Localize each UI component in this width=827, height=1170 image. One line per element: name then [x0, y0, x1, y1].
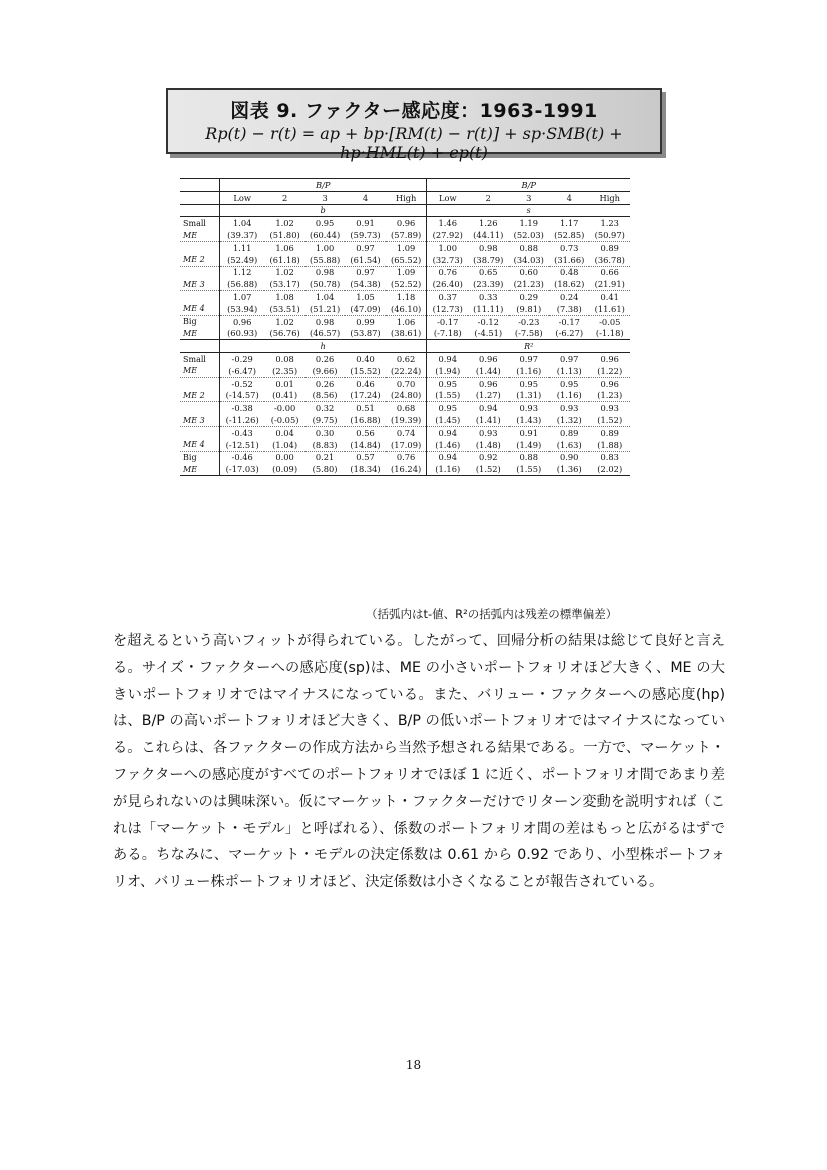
- estimate-cell: 0.33: [468, 291, 508, 303]
- estimate-cell: 1.00: [427, 241, 468, 253]
- stat-cell: (18.34): [345, 463, 385, 475]
- estimate-cell: 0.76: [427, 266, 468, 278]
- estimate-cell: 0.65: [468, 266, 508, 278]
- row-label: ME: [180, 463, 220, 475]
- stat-cell: (8.83): [312, 439, 338, 450]
- estimate-cell: 1.19: [509, 217, 549, 229]
- row-label: Big: [180, 315, 220, 327]
- stat-cell: (50.78): [309, 279, 341, 290]
- estimate-cell: 0.46: [345, 377, 385, 389]
- row-label: [180, 377, 220, 389]
- body-paragraph: を超えるという高いフィットが得られている。したがって、回帰分析の結果は総じて良好と言える。サイズ・ファクターへの感応度(sp)は、ME の小さいポートフォリオほど大きく、ME の大きいポートフォリオではマイナスになっている。また、バリュー・ファクターへの感応度(hp)は、B/P の高いポートフォリオほど大きく、B/P の低いポートフォリオではマイナスになっている。これらは、各ファクターの作成方法から当然予想される結果である。一方で、マーケット・ファクターへの感応度がすべてのポートフォリオでほぼ 1 に近く、ポートフォリオ間であまり差が見られないのは興味深い。仮にマーケット・ファクターだけでリターン変動を説明すれば（これは「マーケット・モデル」と呼ばれる）、係数のポートフォリオ間の差はもっと広がるはずである。ちなみに、マーケット・モデルの決定係数は 0.61 から 0.92 であり、小型株ポートフォリオ、バリュー株ポートフォリオほど、決定係数は小さくなることが報告されている。: [113, 633, 725, 891]
- column-header: High: [386, 191, 427, 204]
- row-label: ME 2: [180, 390, 220, 402]
- row-label: ME: [180, 328, 220, 340]
- stat-cell: (1.94): [435, 365, 461, 376]
- stat-cell: (11.11): [473, 303, 504, 314]
- estimate-cell: 0.94: [427, 451, 468, 463]
- figure-title-box: [166, 88, 662, 162]
- stat-cell: (53.17): [269, 279, 300, 290]
- estimate-cell: 1.04: [220, 217, 265, 229]
- table-row: [180, 365, 630, 377]
- stat-cell: (1.49): [516, 439, 542, 450]
- stat-cell: (-14.57): [225, 390, 259, 401]
- estimate-cell: 0.90: [549, 451, 589, 463]
- row-label: [180, 291, 220, 303]
- stat-cell: (5.80): [305, 463, 345, 475]
- estimate-cell: 0.30: [305, 426, 345, 438]
- estimate-cell: 0.62: [386, 353, 427, 365]
- stat-cell: (2.02): [589, 463, 630, 475]
- column-header: 4: [549, 191, 589, 204]
- estimate-cell: 1.08: [264, 291, 304, 303]
- estimate-cell: 0.91: [345, 217, 385, 229]
- estimate-cell: 0.95: [509, 377, 549, 389]
- stat-cell: (1.52): [597, 415, 623, 426]
- estimate-cell: 1.12: [220, 266, 265, 278]
- stat-cell: (27.92): [432, 230, 463, 241]
- estimate-cell: 0.76: [386, 451, 427, 463]
- stat-cell: (15.52): [350, 365, 381, 376]
- table-row: [180, 179, 630, 192]
- stat-cell: (2.35): [272, 365, 298, 376]
- stat-cell: (1.32): [556, 415, 582, 426]
- regression-formula: Rp(t) − r(t) = ap + bp·[RM(t) − r(t)] + sp·SMB(t) + hp·HML(t) + ep(t): [205, 124, 623, 162]
- estimate-cell: 0.95: [427, 377, 468, 389]
- stat-cell: (0.09): [264, 463, 304, 475]
- section-label: h: [220, 340, 427, 353]
- stat-cell: (1.16): [427, 463, 468, 475]
- row-label: Small: [180, 217, 220, 229]
- estimate-cell: 1.26: [468, 217, 508, 229]
- table-row: [180, 254, 630, 266]
- estimate-cell: 0.40: [345, 353, 385, 365]
- body-text: [113, 628, 725, 896]
- row-label: [180, 266, 220, 278]
- stat-cell: (1.55): [435, 390, 461, 401]
- table-row: [180, 241, 630, 253]
- estimate-cell: -0.17: [549, 315, 589, 327]
- estimate-cell: 1.17: [549, 217, 589, 229]
- stat-cell: (-4.51): [474, 328, 503, 339]
- estimate-cell: 1.18: [386, 291, 427, 303]
- row-label: [180, 241, 220, 253]
- stat-cell: (26.40): [432, 279, 463, 290]
- stat-cell: (1.44): [475, 365, 501, 376]
- stat-cell: (52.85): [554, 230, 585, 241]
- stat-cell: (16.24): [386, 463, 427, 475]
- estimate-cell: 0.96: [386, 217, 427, 229]
- estimate-cell: 1.02: [264, 266, 304, 278]
- stat-cell: (7.38): [556, 303, 582, 314]
- estimate-cell: 0.89: [589, 426, 630, 438]
- estimate-cell: 0.96: [220, 315, 265, 327]
- stat-cell: (1.23): [597, 390, 623, 401]
- stat-cell: (1.46): [435, 439, 461, 450]
- figure-title: 図表 9. ファクター感応度：1963-1991: [230, 100, 598, 122]
- stat-cell: (60.93): [227, 328, 258, 339]
- column-header: High: [589, 191, 630, 204]
- stat-cell: (38.61): [386, 328, 427, 340]
- table-row: [180, 217, 630, 229]
- estimate-cell: 1.05: [345, 291, 385, 303]
- stat-cell: (-7.58): [514, 328, 543, 339]
- corner-cell: [180, 191, 220, 204]
- estimate-cell: 0.37: [427, 291, 468, 303]
- stat-cell: (1.22): [597, 365, 623, 376]
- estimate-cell: 0.73: [549, 241, 589, 253]
- estimate-cell: 0.97: [549, 353, 589, 365]
- stat-cell: (-1.18): [595, 328, 624, 339]
- stat-cell: (36.78): [594, 254, 625, 265]
- table-row: [180, 191, 630, 204]
- estimate-cell: 0.70: [386, 377, 427, 389]
- estimate-cell: -0.17: [427, 315, 468, 327]
- corner-cell: [180, 340, 220, 353]
- estimate-cell: -0.38: [220, 402, 265, 414]
- estimate-cell: 0.88: [509, 241, 549, 253]
- table-row: [180, 451, 630, 463]
- row-label: ME 4: [180, 303, 220, 315]
- stat-cell: (61.54): [350, 254, 381, 265]
- table-row: [180, 463, 630, 475]
- estimate-cell: 0.96: [589, 353, 630, 365]
- estimate-cell: 1.00: [305, 241, 345, 253]
- stat-cell: (1.27): [475, 390, 501, 401]
- column-header: Low: [427, 191, 468, 204]
- stat-cell: (1.48): [475, 439, 501, 450]
- estimate-cell: 0.96: [468, 353, 508, 365]
- stat-cell: (18.62): [554, 279, 585, 290]
- estimate-cell: 0.97: [345, 241, 385, 253]
- estimate-cell: 0.98: [305, 315, 345, 327]
- stat-cell: (54.38): [350, 279, 381, 290]
- estimate-cell: -0.00: [264, 402, 304, 414]
- estimate-cell: 0.94: [468, 402, 508, 414]
- estimate-cell: 0.60: [509, 266, 549, 278]
- table-note: （括弧内はt-値、R²の括弧内は残差の標準偏差）: [366, 607, 618, 621]
- estimate-cell: 0.93: [468, 426, 508, 438]
- estimate-cell: 0.57: [345, 451, 385, 463]
- column-header: 2: [468, 191, 508, 204]
- estimate-cell: -0.29: [220, 353, 265, 365]
- estimate-cell: 0.91: [509, 426, 549, 438]
- estimate-cell: 0.97: [509, 353, 549, 365]
- stat-cell: (14.84): [350, 439, 381, 450]
- stat-cell: (23.39): [473, 279, 504, 290]
- estimate-cell: 0.48: [549, 266, 589, 278]
- estimate-cell: 0.32: [305, 402, 345, 414]
- stat-cell: (46.10): [386, 303, 427, 315]
- estimate-cell: 0.51: [345, 402, 385, 414]
- stat-cell: (-12.51): [225, 439, 259, 450]
- stat-cell: (61.18): [269, 254, 300, 265]
- stat-cell: (39.37): [227, 230, 258, 241]
- column-header: Low: [220, 191, 265, 204]
- group-label: B/P: [220, 179, 427, 192]
- stat-cell: (38.79): [473, 254, 504, 265]
- stat-cell: (1.36): [549, 463, 589, 475]
- stat-cell: (52.49): [227, 254, 258, 265]
- estimate-cell: 1.46: [427, 217, 468, 229]
- stat-cell: (65.52): [386, 254, 427, 266]
- row-label: Big: [180, 451, 220, 463]
- estimate-cell: 0.89: [589, 241, 630, 253]
- estimate-cell: -0.52: [220, 377, 265, 389]
- table-row: [180, 315, 630, 327]
- estimate-cell: -0.23: [509, 315, 549, 327]
- estimate-cell: 0.29: [509, 291, 549, 303]
- stat-cell: (52.52): [386, 278, 427, 290]
- estimate-cell: 0.94: [427, 426, 468, 438]
- stat-cell: (9.66): [312, 365, 338, 376]
- stat-cell: (21.91): [594, 279, 625, 290]
- estimate-cell: 0.94: [427, 353, 468, 365]
- estimate-cell: 0.95: [549, 377, 589, 389]
- estimate-cell: 0.95: [305, 217, 345, 229]
- estimate-cell: 0.21: [305, 451, 345, 463]
- table-row: [180, 426, 630, 438]
- estimate-cell: 0.98: [305, 266, 345, 278]
- stat-cell: (9.81): [516, 303, 542, 314]
- estimate-cell: 0.41: [589, 291, 630, 303]
- estimate-cell: 0.08: [264, 353, 304, 365]
- stat-cell: (56.76): [269, 328, 300, 339]
- estimate-cell: 0.96: [468, 377, 508, 389]
- table-row: [180, 340, 630, 353]
- row-label: ME 3: [180, 414, 220, 426]
- stat-cell: (-7.18): [433, 328, 462, 339]
- table-row: [180, 353, 630, 365]
- estimate-cell: 0.93: [509, 402, 549, 414]
- stat-cell: (-0.05): [270, 415, 299, 426]
- stat-cell: (1.63): [556, 439, 582, 450]
- estimate-cell: 1.09: [386, 266, 427, 278]
- factor-sensitivity-table: [180, 178, 630, 476]
- stat-cell: (19.39): [386, 414, 427, 426]
- stat-cell: (-6.27): [555, 328, 584, 339]
- stat-cell: (59.73): [350, 230, 381, 241]
- column-header: 3: [305, 191, 345, 204]
- stat-cell: (1.52): [468, 463, 508, 475]
- stat-cell: (22.24): [386, 365, 427, 377]
- stat-cell: (9.75): [312, 415, 338, 426]
- stat-cell: (53.94): [227, 303, 258, 314]
- stat-cell: (1.16): [516, 365, 542, 376]
- stat-cell: (1.04): [272, 439, 298, 450]
- stat-cell: (17.09): [386, 439, 427, 451]
- stat-cell: (53.87): [350, 328, 381, 339]
- estimate-cell: 0.98: [468, 241, 508, 253]
- stat-cell: (1.88): [597, 439, 623, 450]
- stat-cell: (1.43): [516, 415, 542, 426]
- estimate-cell: 0.88: [509, 451, 549, 463]
- stat-cell: (31.66): [554, 254, 585, 265]
- estimate-cell: 0.56: [345, 426, 385, 438]
- table-row: [180, 303, 630, 315]
- table-row: [180, 439, 630, 451]
- estimate-cell: 0.24: [549, 291, 589, 303]
- estimate-cell: -0.12: [468, 315, 508, 327]
- estimate-cell: 0.93: [549, 402, 589, 414]
- estimate-cell: 1.11: [220, 241, 265, 253]
- estimate-cell: -0.46: [220, 451, 265, 463]
- section-label: R²: [427, 340, 630, 353]
- table-row: [180, 414, 630, 426]
- stat-cell: (-17.03): [220, 463, 265, 475]
- estimate-cell: 0.97: [345, 266, 385, 278]
- corner-cell: [180, 179, 220, 192]
- estimate-cell: 1.09: [386, 241, 427, 253]
- stat-cell: (8.56): [312, 390, 338, 401]
- estimate-cell: 0.83: [589, 451, 630, 463]
- estimate-cell: -0.43: [220, 426, 265, 438]
- stat-cell: (-11.26): [225, 415, 259, 426]
- stat-cell: (1.55): [509, 463, 549, 475]
- stat-cell: (60.44): [309, 230, 341, 241]
- estimate-cell: 1.02: [264, 217, 304, 229]
- estimate-cell: 0.92: [468, 451, 508, 463]
- table-row: [180, 229, 630, 241]
- column-header: 2: [264, 191, 304, 204]
- row-label: Small: [180, 353, 220, 365]
- stat-cell: (50.97): [594, 230, 625, 241]
- row-label: ME 4: [180, 439, 220, 451]
- row-label: ME: [180, 365, 220, 377]
- estimate-cell: 0.89: [549, 426, 589, 438]
- stat-cell: (-6.47): [228, 365, 257, 376]
- row-label: [180, 402, 220, 414]
- stat-cell: (44.11): [473, 230, 504, 241]
- table-row: [180, 377, 630, 389]
- column-header: 3: [509, 191, 549, 204]
- estimate-cell: 1.02: [264, 315, 304, 327]
- stat-cell: (1.31): [516, 390, 542, 401]
- estimate-cell: 1.04: [305, 291, 345, 303]
- stat-cell: (24.80): [386, 390, 427, 402]
- estimate-cell: 0.26: [305, 377, 345, 389]
- estimate-cell: 0.01: [264, 377, 304, 389]
- estimate-cell: 0.04: [264, 426, 304, 438]
- estimate-cell: 1.07: [220, 291, 265, 303]
- table-row: [180, 278, 630, 290]
- corner-cell: [180, 204, 220, 217]
- estimate-cell: -0.05: [589, 315, 630, 327]
- table-row: [180, 328, 630, 340]
- stat-cell: (34.03): [513, 254, 544, 265]
- row-label: ME: [180, 229, 220, 241]
- stat-cell: (51.80): [269, 230, 300, 241]
- stat-cell: (32.73): [432, 254, 463, 265]
- stat-cell: (57.89): [386, 229, 427, 241]
- stat-cell: (1.16): [556, 390, 582, 401]
- estimate-cell: 0.96: [589, 377, 630, 389]
- stat-cell: (1.41): [475, 415, 501, 426]
- table-row: [180, 390, 630, 402]
- stat-cell: (55.88): [309, 254, 341, 265]
- table-row: [180, 266, 630, 278]
- stat-cell: (56.88): [227, 279, 258, 290]
- estimate-cell: 0.68: [386, 402, 427, 414]
- stat-cell: (16.88): [350, 415, 381, 426]
- row-label: ME 2: [180, 254, 220, 266]
- estimate-cell: 1.06: [386, 315, 427, 327]
- stat-cell: (1.13): [556, 365, 582, 376]
- stat-cell: (52.03): [513, 230, 544, 241]
- section-label: b: [220, 204, 427, 217]
- page-number: 18: [405, 1058, 422, 1072]
- row-label: ME 3: [180, 278, 220, 290]
- row-label: [180, 426, 220, 438]
- estimate-cell: 0.26: [305, 353, 345, 365]
- table-row: [180, 291, 630, 303]
- group-label: B/P: [427, 179, 630, 192]
- estimate-cell: 0.93: [589, 402, 630, 414]
- stat-cell: (46.57): [309, 328, 341, 339]
- table-row: [180, 402, 630, 414]
- stat-cell: (47.09): [350, 303, 381, 314]
- stat-cell: (11.61): [594, 303, 625, 314]
- stat-cell: (21.23): [513, 279, 544, 290]
- estimate-cell: 0.99: [345, 315, 385, 327]
- estimate-cell: 1.06: [264, 241, 304, 253]
- estimate-cell: 0.74: [386, 426, 427, 438]
- column-header: 4: [345, 191, 385, 204]
- section-label: s: [427, 204, 630, 217]
- stat-cell: (53.51): [269, 303, 300, 314]
- stat-cell: (1.45): [435, 415, 461, 426]
- stat-cell: (17.24): [350, 390, 381, 401]
- stat-cell: (12.73): [432, 303, 463, 314]
- estimate-cell: 0.00: [264, 451, 304, 463]
- estimate-cell: 1.23: [589, 217, 630, 229]
- stat-cell: (51.21): [309, 303, 341, 314]
- stat-cell: (0.41): [272, 390, 298, 401]
- estimate-cell: 0.66: [589, 266, 630, 278]
- estimate-cell: 0.95: [427, 402, 468, 414]
- table-row: [180, 204, 630, 217]
